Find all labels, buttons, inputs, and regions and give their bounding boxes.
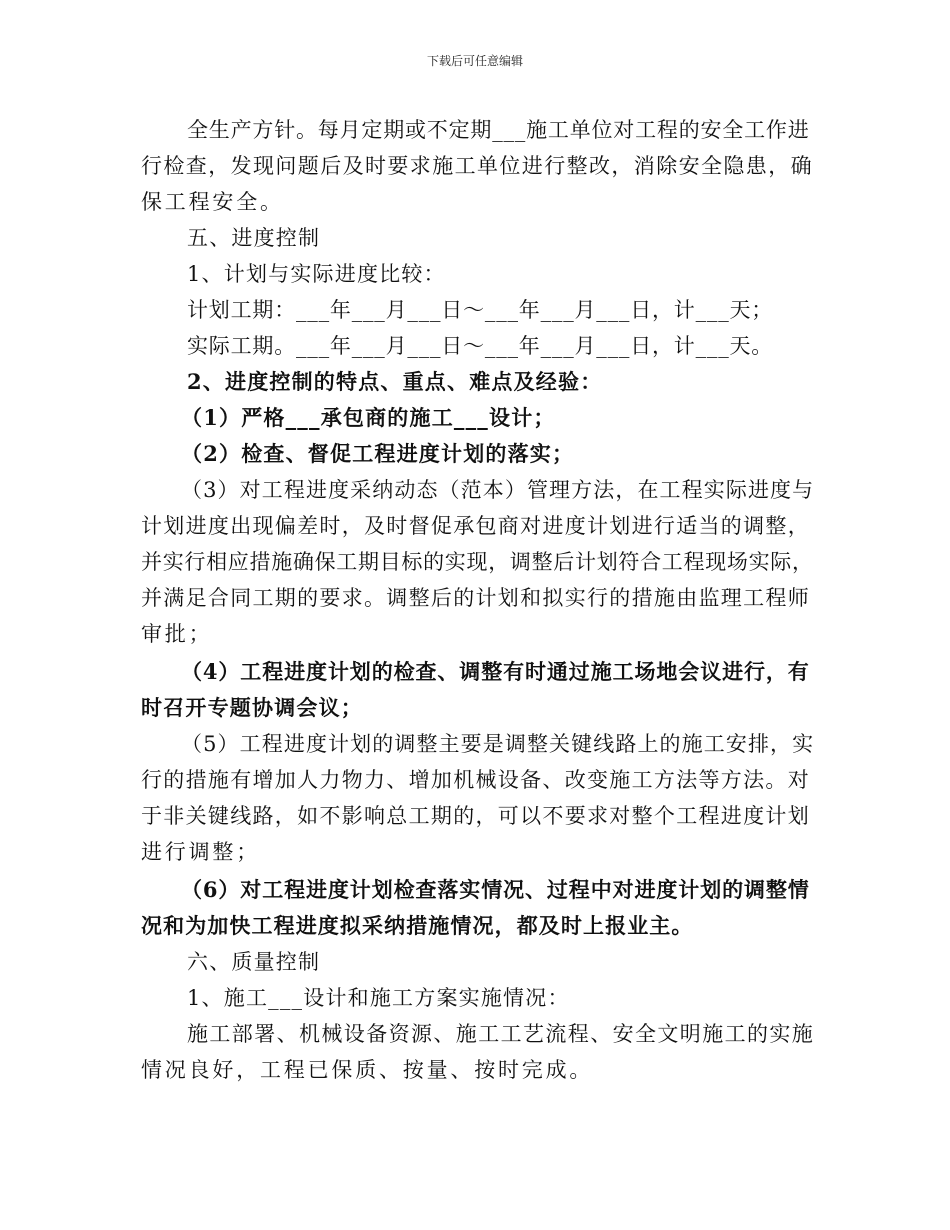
- subsection-heading: 1、计划与实际进度比较：: [187, 262, 446, 286]
- actual-period-line: 实际工期。___年___月___日～___年___月___日，计___天。: [187, 334, 774, 358]
- list-item: （6）对工程进度计划检查落实情况、过程中对进度计划的调整情: [181, 877, 810, 902]
- document-body: [141, 112, 813, 1088]
- section-heading: 六、质量控制: [187, 950, 321, 974]
- paragraph-line: 行检查，发现问题后及时要求施工单位进行整改，消除安全隐患，确: [141, 154, 813, 178]
- paragraph-line: 全生产方针。每月定期或不定期___施工单位对工程的安全工作进: [187, 118, 810, 142]
- paragraph-line: 况和为加快工程进度拟采纳措施情况，都及时上报业主。: [141, 913, 694, 938]
- planned-period-line: 计划工期：___年___月___日～___年___月___日，计___天；: [187, 298, 774, 322]
- paragraph-line: 并实行相应措施确保工期目标的实现，调整后计划符合工程现场实际，: [141, 550, 814, 574]
- paragraph-line: （3）对工程进度采纳动态（范本）管理方法，在工程实际进度与: [181, 478, 815, 502]
- subsection-heading: 1、施工___设计和施工方案实施情况：: [187, 986, 570, 1010]
- paragraph-line: 审批；: [141, 622, 213, 646]
- paragraph-line: 施工部署、机械设备资源、施工工艺流程、安全文明施工的实施: [187, 1022, 815, 1046]
- list-item: （5）工程进度计划的调整主要是调整关键线路上的施工安排，实: [181, 732, 815, 756]
- paragraph-line: 于非关键线路，如不影响总工期的，可以不要求对整个工程进度计划: [141, 804, 810, 828]
- list-item: （4）工程进度计划的检查、调整有时通过施工场地会议进行，有: [181, 659, 810, 684]
- paragraph-line: 保工程安全。: [141, 190, 284, 214]
- section-heading: 五、进度控制: [187, 226, 321, 250]
- paragraph-line: 时召开专题协调会议；: [141, 695, 363, 720]
- page-header: 下载后可任意编辑: [426, 54, 523, 68]
- paragraph-line: 行的措施有增加人力物力、增加机械设备、改变施工方法等方法。对: [141, 768, 810, 792]
- paragraph-line: 进行调整；: [141, 840, 260, 864]
- subsection-heading: 2、进度控制的特点、重点、难点及经验：: [187, 369, 603, 394]
- list-item: （1）严格___承包商的施工___设计；: [181, 405, 556, 430]
- list-item: （2）检查、督促工程进度计划的落实；: [181, 441, 575, 466]
- paragraph-line: 计划进度出现偏差时，及时督促承包商对进度计划进行适当的调整，: [141, 514, 810, 538]
- paragraph-line: 情况良好，工程已保质、按量、按时完成。: [141, 1058, 594, 1082]
- paragraph-line: 并满足合同工期的要求。调整后的计划和拟实行的措施由监理工程师: [141, 586, 810, 610]
